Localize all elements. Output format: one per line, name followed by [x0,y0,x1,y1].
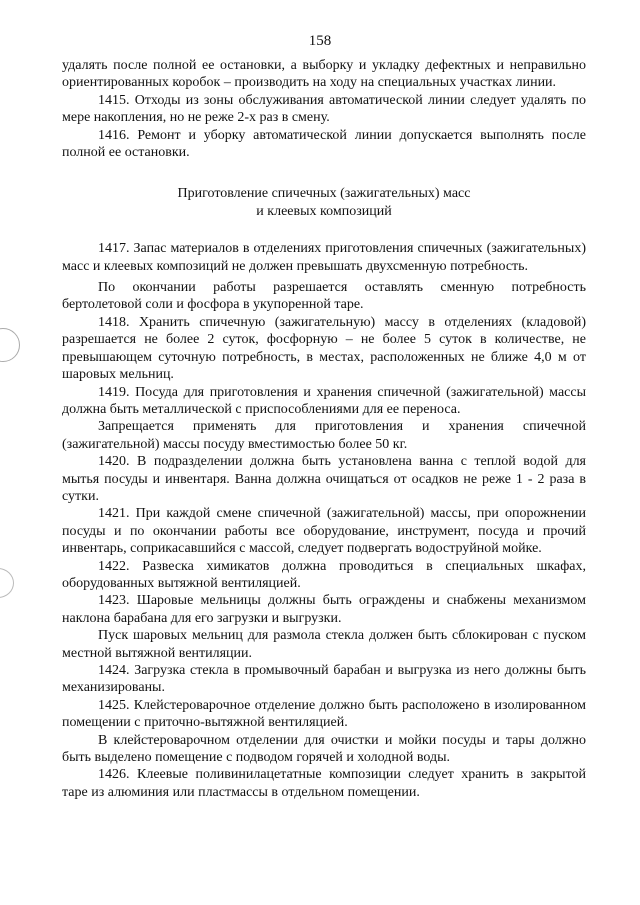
paragraph: 1423. Шаровые мельницы должны быть ограждены и снабжены механизмом наклона барабана для его загрузки и выгрузки. [62,593,586,626]
paragraph: Запрещается применять для приготовления и хранения спичечной (зажигательной) массы посуду вместимостью более 50 кг. [62,419,586,452]
paragraph: 1422. Развеска химикатов должна проводиться в специальных шкафах, оборудованных вытяжной вентиляцией. [62,558,586,591]
punch-hole-bottom [0,568,14,598]
paragraph: 1421. При каждой смене спичечной (зажигательной) массы, при опорожнении посуды и по окончании работы все оборудование, инструмент, посуда и прочий инвентарь, соприкасавшийся с массой, следует подвергать водоструйной мойке. [62,506,586,557]
paragraph: 1424. Загрузка стекла в промывочный барабан и выгрузка из него должны быть механизированы. [62,663,586,696]
punch-hole-top [0,328,20,362]
section-heading-line: и клеевых композиций [256,203,392,219]
paragraph: 1419. Посуда для приготовления и хранения спичечной (зажигательной) массы должна быть металлической с приспособлениями для ее переноса. [62,384,586,417]
paragraph: 1417. Запас материалов в отделениях приготовления спичечных (зажигательных) масс и клеевых композиций не должен превышать двухсменную потребность. [62,241,586,274]
paragraph: 1425. Клейстероварочное отделение должно быть расположено в изолированном помещении с приточно-вытяжной вентиляцией. [62,697,586,731]
page-number: 158 [308,33,332,49]
section-heading-line: Приготовление спичечных (зажигательных) масс [177,186,471,202]
paragraphs-top [62,57,586,161]
paragraph: Пуск шаровых мельниц для размола стекла должен быть сблокирован с пуском местной вытяжной вентиляции. [62,628,586,661]
paragraph: 1415. Отходы из зоны обслуживания автоматической линии следует удалять по мере накопления, но не реже 2-х раз в смену. [62,92,586,126]
paragraph: В клейстероварочном отделении для очистки и мойки посуды и тары должно быть выделено помещение с подводом горячей и холодной воды. [62,732,586,766]
document-body [62,57,586,801]
paragraph: 1426. Клеевые поливинилацетатные композиции следует хранить в закрытой таре из алюминия или пластмассы в отдельном помещении. [62,767,586,800]
paragraph: По окончании работы разрешается оставлять сменную потребность бертолетовой соли и фосфора в укупоренной таре. [62,280,586,313]
paragraph: 1420. В подразделении должна быть установлена ванна с теплой водой для мытья посуды и инвентаря. Ванна должна очищаться от осадков не реже 1 - 2 раза в сутки. [62,454,586,504]
section-heading [62,185,586,220]
paragraphs-bottom [62,240,586,801]
paragraph: удалять после полной ее остановки, а выборку и укладку дефектных и неправильно ориентированных коробок – производить на ходу на специальных участках линии. [62,58,586,91]
paragraph: 1416. Ремонт и уборку автоматической линии допускается выполнять после полной ее остановки. [62,127,586,161]
paragraph: 1418. Хранить спичечную (зажигательную) массу в отделениях (кладовой) разрешается не более 2 суток, фосфорную – не более 5 суток в количестве, не превышающем суточную потребность, в местах, расположенных не ближе 4,0 м от шаровых мельниц. [62,314,586,383]
